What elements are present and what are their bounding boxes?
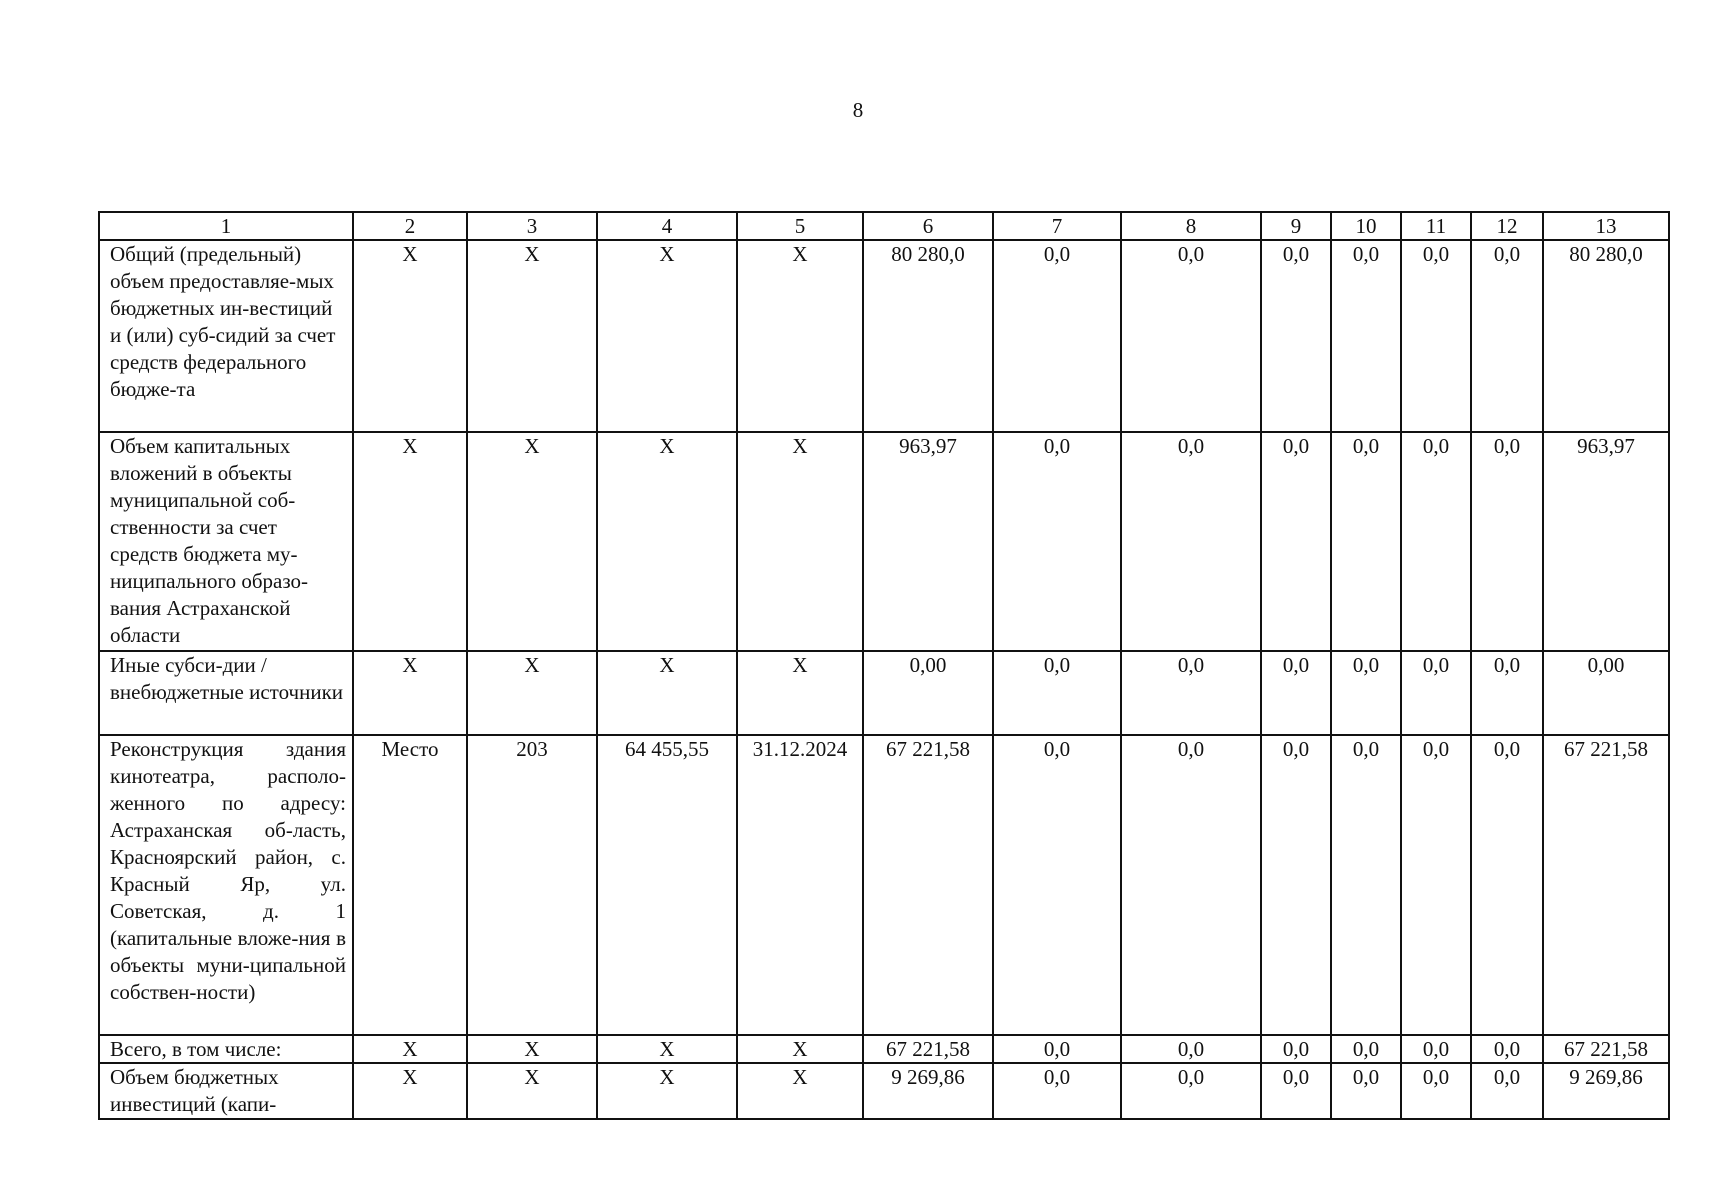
table-cell: Х [737,651,863,735]
table-row [99,651,1669,735]
table-cell: Х [597,651,737,735]
column-number: 5 [737,212,863,240]
table-cell: 0,0 [993,651,1121,735]
row-label: Иные субси-дии / внебюджетные источники [99,651,353,735]
table-cell: 67 221,58 [863,735,993,1035]
column-number: 7 [993,212,1121,240]
table-cell: 203 [467,735,597,1035]
table-cell: 0,0 [1471,432,1543,651]
table-cell: 0,0 [1121,1063,1261,1119]
column-number: 12 [1471,212,1543,240]
table-cell: 0,0 [1331,735,1401,1035]
table-cell: 0,0 [1471,240,1543,432]
row-label: Реконструкция здания кинотеатра, располо-женного по адресу: Астраханская об-ласть, Красноярский район, с. Красный Яр, ул. Советская, д. 1 (капитальные вложе-ния в объекты муни-ципальной собствен-ности) [99,735,353,1035]
column-number: 1 [99,212,353,240]
table-cell: 0,0 [1401,1063,1471,1119]
table-cell: 963,97 [1543,432,1669,651]
table-cell: 0,0 [1261,1063,1331,1119]
table-cell: 67 221,58 [1543,735,1669,1035]
table-cell: Х [737,1063,863,1119]
table-cell: Х [353,1035,467,1063]
table-cell: 0,0 [1401,651,1471,735]
column-number: 11 [1401,212,1471,240]
table-cell: Х [597,432,737,651]
column-number: 4 [597,212,737,240]
table-cell: 67 221,58 [1543,1035,1669,1063]
table-cell: 0,0 [1121,240,1261,432]
table-cell: 0,0 [1331,240,1401,432]
table-cell: 0,0 [993,240,1121,432]
table-cell: 0,0 [1401,432,1471,651]
table-cell: Х [737,432,863,651]
table-cell: Х [737,240,863,432]
table-cell: 0,0 [993,1035,1121,1063]
table-cell: 0,0 [1471,735,1543,1035]
table-cell: 0,0 [1471,651,1543,735]
table-cell: Место [353,735,467,1035]
table-cell: Х [353,432,467,651]
table-cell: 0,0 [1471,1063,1543,1119]
table-cell: 80 280,0 [1543,240,1669,432]
table-cell: 0,0 [1401,735,1471,1035]
table-cell: 0,0 [1331,1035,1401,1063]
table-cell: Х [353,1063,467,1119]
row-label: Объем капитальных вложений в объекты муниципальной соб-ственности за счет средств бюджета му-ниципального образо-вания Астраханской области [99,432,353,651]
table-cell: 9 269,86 [863,1063,993,1119]
table-cell: 0,0 [993,432,1121,651]
table-cell: 0,0 [1401,240,1471,432]
table-cell: 0,0 [1471,1035,1543,1063]
table-cell: 0,0 [1331,432,1401,651]
table-cell: Х [597,240,737,432]
table-cell: 0,0 [1261,432,1331,651]
table-cell: Х [467,1063,597,1119]
table-cell: 80 280,0 [863,240,993,432]
table-cell: Х [597,1063,737,1119]
row-label: Общий (предельный) объем предоставляе-мых бюджетных ин-вестиций и (или) суб-сидий за счет средств федерального бюдже-та [99,240,353,432]
table-cell: 0,0 [1331,651,1401,735]
table-cell: Х [737,1035,863,1063]
table-cell: 0,0 [1261,735,1331,1035]
row-label: Объем бюджетных инвестиций (капи- [99,1063,353,1119]
column-number: 10 [1331,212,1401,240]
table-cell: 0,0 [1261,240,1331,432]
table-cell: 0,0 [1121,1035,1261,1063]
table-row [99,1035,1669,1063]
row-label: Всего, в том числе: [99,1035,353,1063]
table-cell: 67 221,58 [863,1035,993,1063]
table-row [99,432,1669,651]
table-cell: Х [467,1035,597,1063]
table-cell: 0,0 [993,1063,1121,1119]
table-cell: 0,0 [1331,1063,1401,1119]
table-cell: 0,0 [1121,735,1261,1035]
column-number: 9 [1261,212,1331,240]
table-cell: Х [597,1035,737,1063]
table-cell: 0,0 [1121,651,1261,735]
column-number-row [99,212,1669,240]
table-row [99,735,1669,1035]
table-cell: 0,0 [1121,432,1261,651]
column-number: 13 [1543,212,1669,240]
table-cell: 0,00 [863,651,993,735]
budget-table [98,211,1670,1120]
table-cell: 31.12.2024 [737,735,863,1035]
table-cell: 0,0 [1261,651,1331,735]
table-cell: 0,0 [993,735,1121,1035]
table-row [99,240,1669,432]
budget-table-container [98,211,1670,1120]
table-cell: 0,0 [1261,1035,1331,1063]
table-cell: 0,0 [1401,1035,1471,1063]
table-cell: 64 455,55 [597,735,737,1035]
column-number: 6 [863,212,993,240]
table-cell: Х [353,651,467,735]
table-cell: 0,00 [1543,651,1669,735]
table-cell: Х [467,240,597,432]
column-number: 8 [1121,212,1261,240]
table-cell: Х [467,432,597,651]
column-number: 3 [467,212,597,240]
table-cell: 9 269,86 [1543,1063,1669,1119]
table-row [99,1063,1669,1119]
column-number: 2 [353,212,467,240]
table-cell: Х [353,240,467,432]
table-cell: 963,97 [863,432,993,651]
page-number: 8 [852,98,864,122]
table-cell: Х [467,651,597,735]
